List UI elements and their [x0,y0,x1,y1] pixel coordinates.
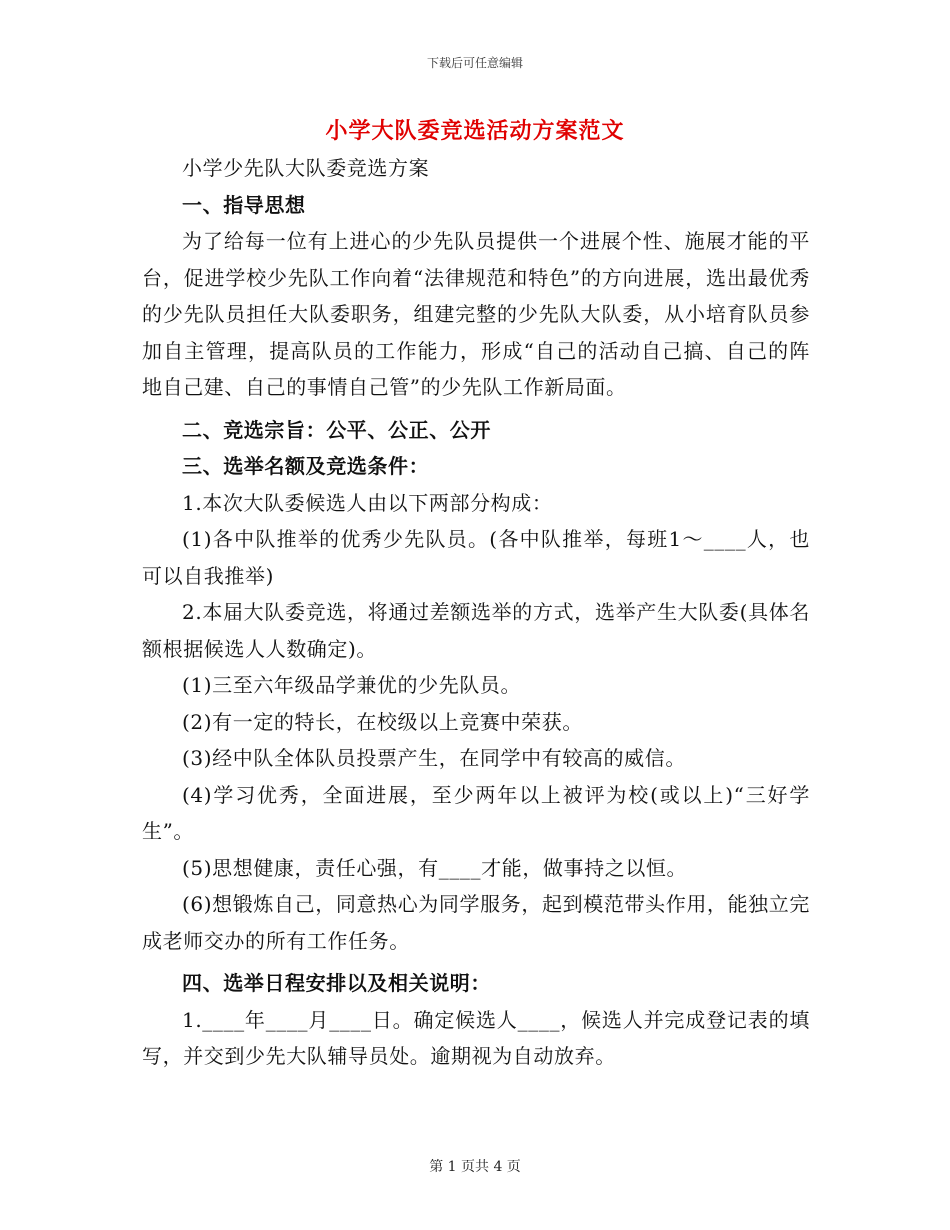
list-item: (2)有一定的特长，在校级以上竞赛中荣获。 [182,709,583,734]
body-paragraph: 为了给每一位有上进心的少先队员提供一个进展个性、施展才能的平台，促进学校少先队工作向着“法律规范和特色”的方向进展，选出最优秀的少先队员担任大队委职务，组建完整的少先队大队委，从小培育队员参加自主管理，提高队员的工作能力，形成“自己的活动自己搞、自己的阵地自己建、自己的事情自己管”的少先队工作新局面。 [142,229,810,399]
body-paragraph: 1.____年____月____日。确定候选人____，候选人并完成登记表的填写，并交到少先大队辅导员处。逾期视为自动放弃。 [142,1007,810,1068]
body-paragraph: 2.本届大队委竞选，将通过差额选举的方式，选举产生大队委(具体名额根据候选人人数确定)。 [142,600,810,661]
list-item: (6)想锻炼自己，同意热心为同学服务，起到模范带头作用，能独立完成老师交办的所有工作任务。 [142,892,810,953]
section-heading-purpose: 二、竞选宗旨：公平、公正、公开 [182,417,491,442]
body-paragraph: (1)各中队推举的优秀少先队员。(各中队推举，每班1～____人，也可以自我推举) [142,527,810,588]
list-item: (5)思想健康，责任心强，有____才能，做事持之以恒。 [182,855,688,880]
section-heading-quota-conditions: 三、选举名额及竞选条件： [182,454,430,478]
header-note: 下载后可任意编辑 [426,56,523,70]
list-item: (3)经中队全体队员投票产生，在同学中有较高的威信。 [182,746,686,770]
list-item: (4)学习优秀，全面进展，至少两年以上被评为校(或以上)“三好学生”。 [142,782,810,843]
subtitle-paragraph: 小学少先队大队委竞选方案 [182,156,430,180]
page-footer: 第 1 页共 4 页 [429,1159,521,1175]
section-heading-schedule: 四、选举日程安排以及相关说明： [182,971,491,995]
section-heading-guiding-ideology: 一、指导思想 [182,192,306,217]
document-title: 小学大队委竞选活动方案范文 [325,118,625,144]
list-item: (1)三至六年级品学兼优的少先队员。 [182,673,522,697]
body-paragraph: 1.本次大队委候选人由以下两部分构成： [182,490,553,515]
document-body [142,150,810,1075]
